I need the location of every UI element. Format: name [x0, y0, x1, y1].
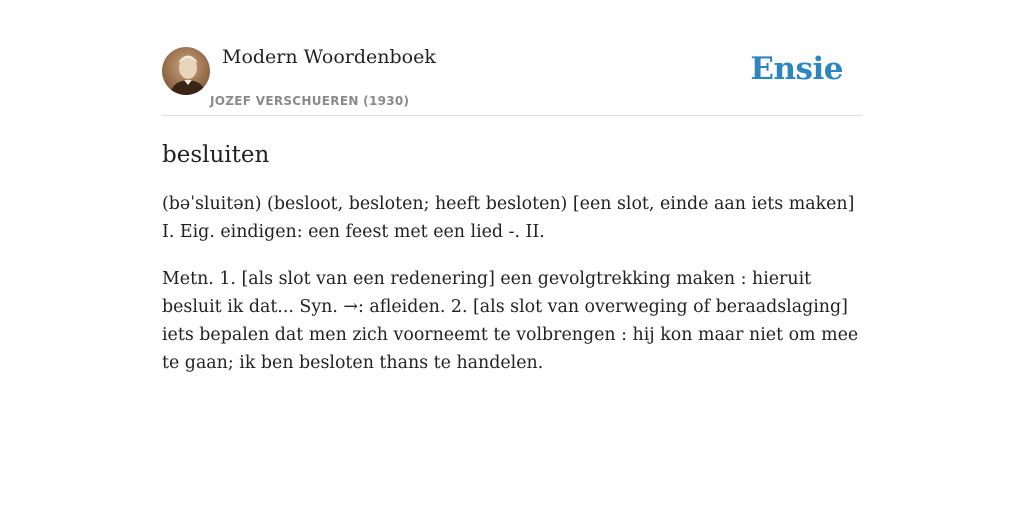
entry-definition-paragraph: Metn. 1. [als slot van een redenering] een gevolgtrekking maken : hieruit besluit ik dat... Syn. →: afleiden. 2. [als slot van overweging of beraadslaging] iets bepalen dat men zich voorneemt te volbrengen : hij kon maar niet om mee te gaan; ik ben besloten thans te handelen. [162, 269, 859, 373]
author-portrait-icon [162, 47, 210, 95]
dictionary-header [162, 44, 862, 116]
author-name[interactable]: JOZEF VERSCHUEREN (1930) [210, 94, 410, 108]
entry-headword: besluiten [162, 142, 270, 168]
page-container [162, 44, 862, 377]
author-avatar[interactable] [162, 47, 210, 95]
entry-definition-paragraph: (bəˈsluitən) (besloot, besloten; heeft besloten) [een slot, einde aan iets maken] I. Eig. eindigen: een feest met een lied -. II. [162, 194, 855, 242]
book-title[interactable]: Modern Woordenboek [222, 46, 436, 68]
ensie-logo[interactable]: Ensie [750, 51, 843, 87]
